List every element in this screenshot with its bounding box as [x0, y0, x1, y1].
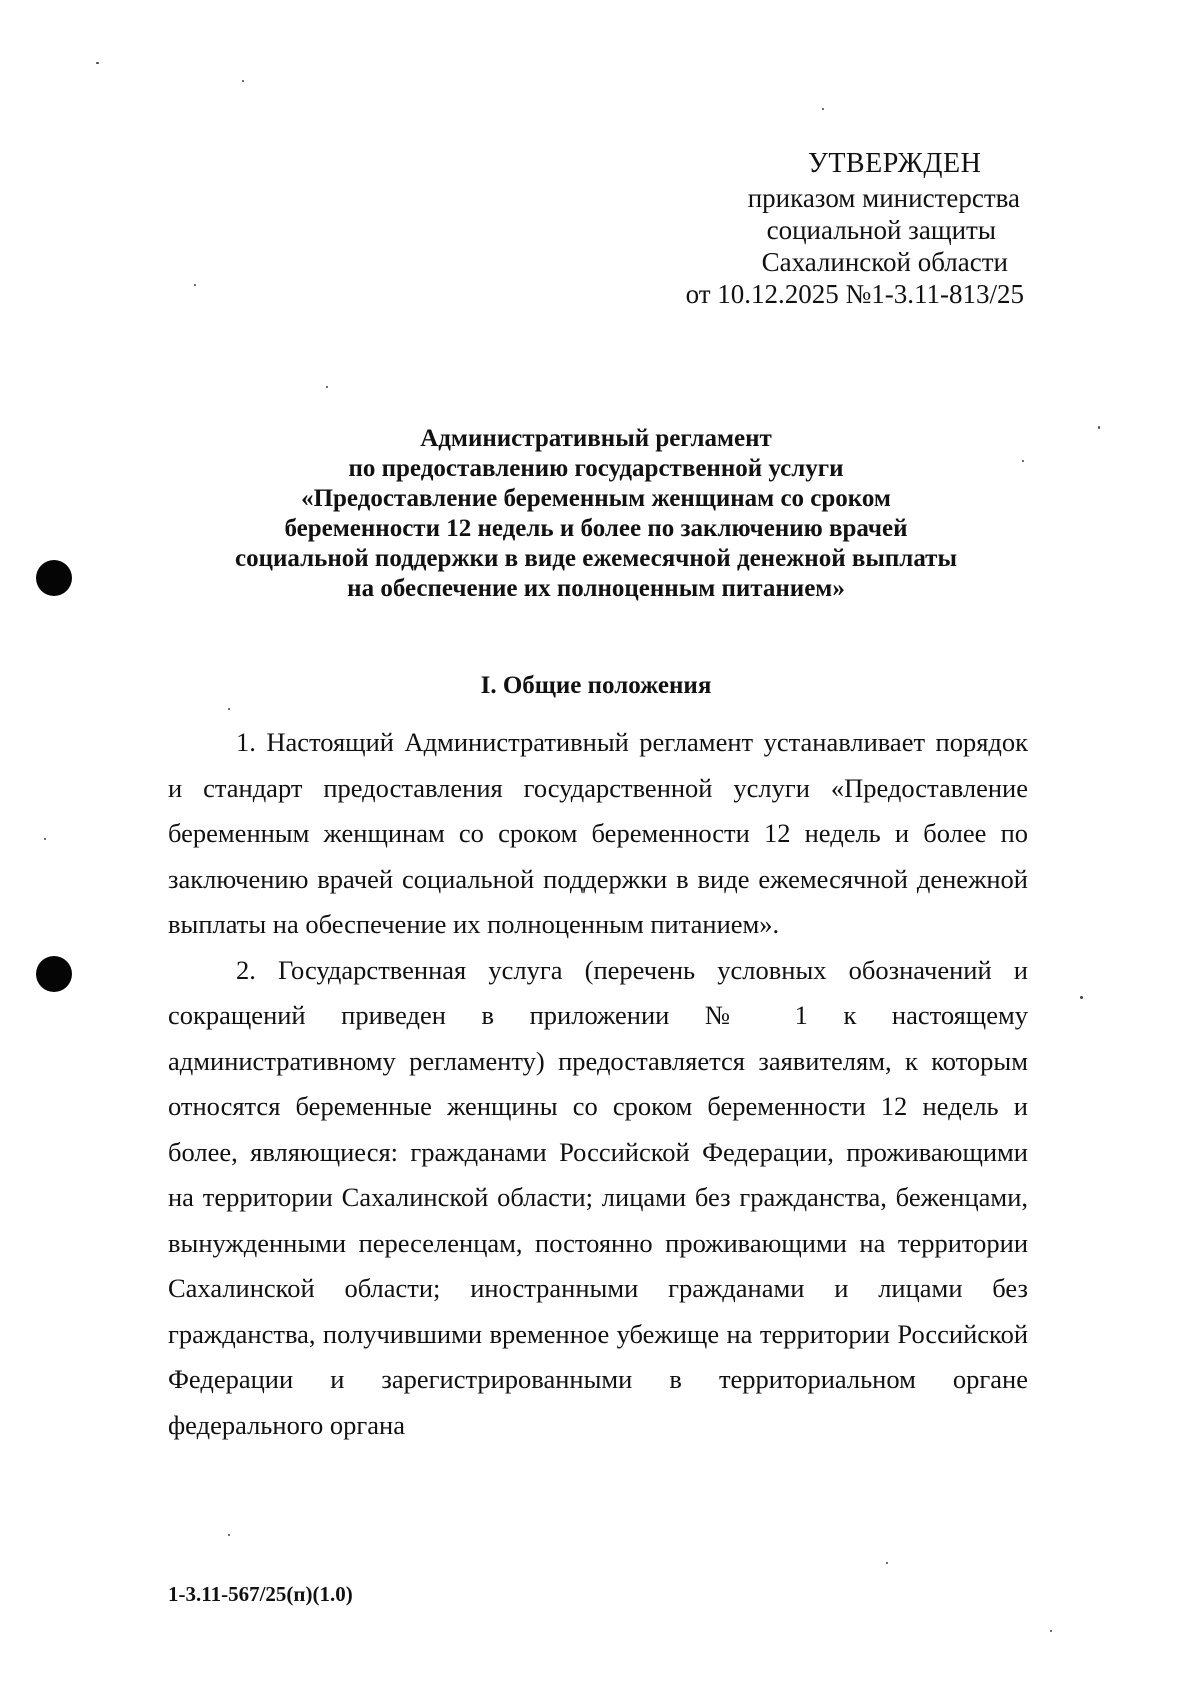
scan-speck: [242, 80, 244, 82]
approval-block: [504, 182, 1024, 310]
document-title-line: на обеспечение их полноценным питанием»: [347, 575, 845, 602]
document-title-line: «Предоставление беременным женщинам со сроком: [301, 485, 891, 512]
scan-speck: [228, 1534, 230, 1536]
scan-speck: [822, 108, 824, 110]
scan-speck: [1080, 996, 1083, 999]
scan-speck: [1098, 426, 1100, 429]
approval-line-region: Сахалинской области: [761, 247, 1008, 277]
paragraph: 2. Государственная услуга (перечень условных обозначений и сокращений приведен в приложении № 1 к настоящему административному регламенту) предоставляется заявителям, к которым относятся беременные женщины со сроком беременности 12 недель и более, являющиеся: гражданами Российской Федерации, проживающими на территории Сахалинской области; лицами без гражданства, беженцами, вынужденными переселенцам, постоянно проживающими на территории Сахалинской области; иностранными гражданами и лицами без гражданства, получившими временное убежище на территории Российской Федерации и зарегистрированными в территориальном органе федерального органа: [168, 954, 1028, 1440]
document-title-line: Административный регламент: [420, 425, 772, 452]
document-title-line: по предоставлению государственной услуги: [348, 455, 844, 482]
scan-speck: [886, 1562, 888, 1564]
document-code: 1-3.11-567/25(п)(1.0): [168, 1582, 353, 1606]
approval-line-ministry: социальной защиты: [766, 215, 996, 245]
approval-line-order: приказом министерства: [747, 183, 1020, 213]
scan-speck: [326, 386, 328, 388]
approval-title: УТВЕРЖДЕН: [808, 148, 982, 179]
section-body: [168, 720, 1028, 1448]
scan-speck: [96, 62, 99, 64]
punch-hole: [36, 956, 72, 992]
scan-speck: [1050, 1630, 1052, 1632]
scan-speck: [194, 284, 196, 286]
document-title-line: беременности 12 недель и более по заключению врачей: [284, 515, 908, 542]
approval-line-date-number: от 10.12.2025 №1-3.11-813/25: [685, 279, 1024, 309]
document-title: [180, 424, 1012, 604]
scan-speck: [44, 838, 46, 840]
punch-hole: [36, 560, 72, 596]
paragraph: 1. Настоящий Административный регламент устанавливает порядок и стандарт предоставления государственной услуги «Предоставление беременным женщинам со сроком беременности 12 недель и более по заключению врачей социальной поддержки в виде ежемесячной денежной выплаты на обеспечение их полноценным питанием».: [168, 727, 1028, 939]
section-heading: I. Общие положения: [480, 672, 712, 699]
document-title-line: социальной поддержки в виде ежемесячной денежной выплаты: [235, 545, 957, 572]
scan-speck: [1022, 460, 1024, 462]
scan-speck: [228, 708, 230, 710]
